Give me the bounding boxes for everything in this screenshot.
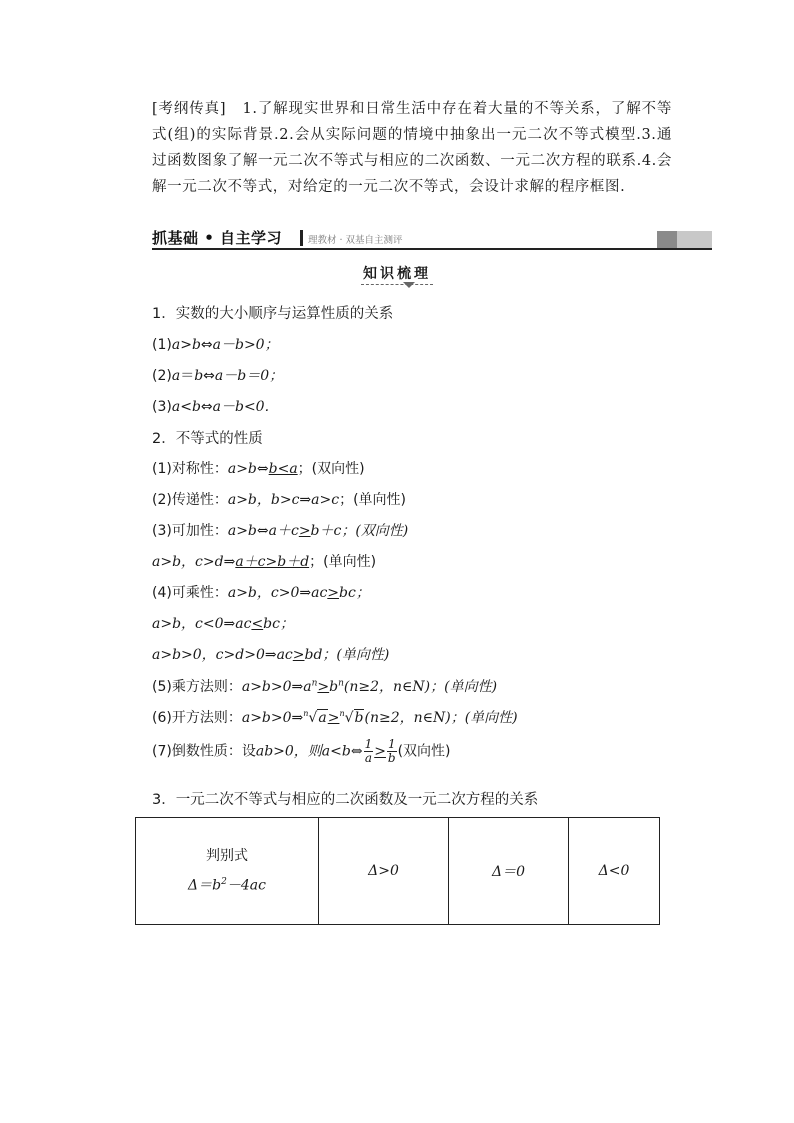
syllabus-intro [152, 96, 672, 200]
table-cell-negative: Δ<0 [569, 818, 660, 925]
table-row [136, 818, 660, 925]
banner-subtitle: 理教材 · 双基自主测评 [308, 235, 403, 246]
table-cell-zero: Δ＝0 [449, 818, 569, 925]
property-multiplicative-3: a>b>0，c>d>0⇒ac>bd；(单向性) [152, 647, 390, 663]
table-header-cell [136, 818, 319, 925]
section-1-title: 1．实数的大小顺序与运算性质的关系 [152, 306, 394, 322]
property-additive: (3)可加性：a>b⇔a＋c>b＋c；(双向性) [152, 523, 409, 539]
discriminant-label: 判别式 [206, 848, 248, 865]
discriminant-table [135, 817, 660, 925]
banner-title: 抓基础 • 自主学习 [152, 229, 283, 247]
property-reciprocal: (7)倒数性质：设ab>0，则a<b⇔ $\frac{1}{a}$ > $\frac{1}{b}$ (双向性) [152, 737, 451, 765]
syllabus-heading: [考纲传真] [152, 101, 227, 117]
banner-decor-light [677, 231, 712, 248]
list-item: (2)a＝b⇔a－b＝0； [152, 368, 284, 384]
syllabus-text: 1.了解现实世界和日常生活中存在着大量的不等关系，了解不等式(组)的实际背景.2.会从实际问题的情境中抽象出一元二次不等式模型.3.通过函数图象了解一元二次不等式与相应的二次函数、一元二次方程的联系.4.会解一元二次不等式，对给定的一元二次不等式，会设计求解的程序框图. [152, 101, 672, 195]
table-cell-positive: Δ>0 [319, 818, 449, 925]
property-power: (5)乘方法则：$a>b>0\Rightarrow a^n>b^n(n\ge 2$，n∈N)；(单向性) [152, 678, 498, 695]
property-transitive: (2)传递性：a>b，b>c⇒a>c；(单向性) [152, 492, 407, 508]
section-banner [152, 229, 712, 249]
list-item: (3)a<b⇔a－b<0. [152, 399, 270, 415]
knowledge-heading [0, 263, 794, 283]
banner-decor-dark [657, 231, 677, 248]
property-additive-2: a>b，c>d⇒a＋c>b＋d；(单向性) [152, 554, 377, 570]
property-symmetric: (1)对称性：a>b⇔b<a；(双向性) [152, 461, 365, 477]
property-multiplicative: (4)可乘性：a>b，c>0⇒ac>bc； [152, 585, 370, 601]
property-root: (6)开方法则：a>b>0⇒$^n$√a>$^n$√b(n≥2，n∈N)；(单向性) [152, 709, 518, 726]
list-item: (1)a>b⇔a－b>0； [152, 337, 279, 353]
discriminant-formula: $\Delta=b^2-4ac$ [188, 877, 266, 894]
triangle-down-icon [403, 282, 415, 288]
knowledge-heading-text: 知识梳理 [361, 266, 433, 285]
section-3-title: 3．一元二次不等式与相应的二次函数及一元二次方程的关系 [152, 792, 539, 808]
property-multiplicative-2: a>b，c<0⇒ac<bc； [152, 616, 294, 632]
section-2-title: 2．不等式的性质 [152, 431, 263, 447]
banner-rule [152, 248, 712, 250]
banner-separator [300, 230, 303, 246]
